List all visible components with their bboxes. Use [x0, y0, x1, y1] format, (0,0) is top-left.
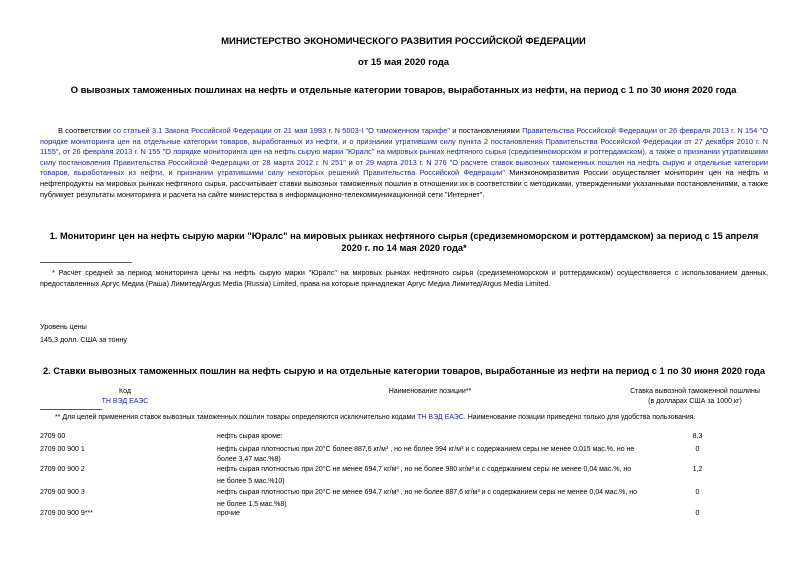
row-code: 2709 00 900 3 [40, 489, 85, 496]
col-header-rate [600, 387, 790, 406]
col-header-code-label: Код [119, 388, 131, 395]
intro-text-2: и постановлениями [449, 126, 523, 135]
row-rate: 0 [695, 489, 700, 496]
col-header-rate-l2: (в долларах США за 1000 кг) [648, 397, 742, 405]
footnote-divider [40, 262, 132, 263]
col-header-code [90, 387, 160, 406]
document-date: от 15 мая 2020 года [357, 57, 450, 68]
resolution-276-link[interactable]: от 29 марта 2013 г. N 276 "О расчете ставок вывозных таможенных пошлин на нефть сырую и отдельные категории товаров, выработанных из нефти, и признании утратившими силу некоторых решений Правительства Российской Федерации" [40, 157, 768, 178]
footnote2-divider [40, 409, 102, 410]
intro-paragraph [40, 126, 768, 200]
footnote2-text-b: . Наименование позиции приведено только для удобства пользования. [463, 414, 696, 421]
col-header-rate-l1: Ставка вывозной таможенной пошлины [630, 388, 760, 395]
row-rate: 1,2 [692, 466, 703, 473]
intro-text-3: , [58, 147, 63, 157]
section1-title: 1. Мониторинг цен на нефть сырую марки "Юралс" на мировых рынках нефтяного сырья (средиземноморском и роттердамском) за период с 15 апреля 2020 г. по 14 мая 2020 года* [49, 231, 759, 253]
law-5003-link[interactable]: со статьей 3.1 Закона Российской Федерации от 21 мая 1993 г. N 5003-I "О таможенном тарифе" [113, 126, 450, 135]
row-name: нефть сырая плотностью при 20°С не менее 694,7 кг/м³ , но не более 980 кг/м³ и с содержанием серы не менее 0,04 мас.%, но [217, 466, 632, 473]
price-value: 145,3 долл. США за тонну [40, 335, 127, 344]
row-name-cont: не более 1,5 мас.%8) [217, 501, 287, 508]
section1-footnote: * Расчет средней за период мониторинга цены на нефть сырую марки "Юралс" на мировых рынках нефтяного сырья (средиземноморском и роттердамском) осуществляется с использованием данных, предоставленных Аргус Медиа (Раша) Лимитед/Argus Media (Russia) Limited, права на которые принадлежат Аргус Медиа Лимитед/Argus Media Limited. [40, 268, 768, 288]
row-name: нефть сырая плотностью при 20°С не менее 694,7 кг/м³ , но не более 887,6 кг/м³ и с содержанием серы не менее 0,04 мас.%, но [217, 489, 637, 496]
row-name-cont: более 3,47 мас.%8) [217, 456, 281, 463]
intro-text-4: и [345, 157, 356, 167]
row-name-cont: не более 5 мас.%10) [217, 478, 285, 485]
section2-title: 2. Ставки вывозных таможенных пошлин на нефть сырую и на отдельные категории товаров, выработанные из нефти на период с 1 по 30 июня 2020 года [42, 366, 766, 376]
col-header-name: Наименование позиции** [388, 388, 472, 395]
intro-text-1: В соответствии [58, 126, 114, 135]
row-name: нефть сырая кроме: [217, 433, 283, 440]
ministry-title: МИНИСТЕРСТВО ЭКОНОМИЧЕСКОГО РАЗВИТИЯ РОССИЙСКОЙ ФЕДЕРАЦИИ [221, 36, 586, 47]
footnote2-text-a: ** Для целей применения ставок вывозных таможенных пошлин товары определяются исключительно кодами [55, 414, 418, 421]
row-code: 2709 00 900 1 [40, 446, 85, 453]
row-rate: 8,3 [692, 433, 703, 440]
section2-footnote [55, 414, 696, 421]
row-rate: 0 [695, 510, 700, 517]
row-name: нефть сырая плотностью при 20°С более 887,6 кг/м³ , но не более 994 кг/м³ и с содержанием серы не менее 0,015 мас.%, но не [217, 446, 635, 453]
footnote2-tnved-link[interactable]: ТН ВЭД ЕАЭС [417, 414, 464, 421]
row-name: прочие [217, 510, 240, 517]
price-label: Уровень цены [40, 322, 87, 331]
row-code: 2709 00 [40, 433, 66, 440]
row-rate: 0 [695, 446, 700, 453]
row-code: 2709 00 900 2 [40, 466, 85, 473]
resolution-155-link[interactable]: от 26 февраля 2013 г. N 155 "О порядке мониторинга цен на нефть сырую марки "Юралс" на мировых рынках нефтяного сырья (средиземноморском и роттердамском), а также о признании утратившими силу постановления Правительства Российской Федерации от 28 марта 2012 г. N 251" [40, 147, 768, 167]
row-code: 2709 00 900 9*** [40, 510, 93, 517]
document-subject: О вывозных таможенных пошлинах на нефть и отдельные категории товаров, выработанных из нефти, на период с 1 по 30 июня 2020 года [70, 85, 737, 96]
tnved-link[interactable]: ТН ВЭД ЕАЭС [101, 397, 149, 405]
resolution-154-link[interactable]: Правительства Российской Федерации от 26 февраля 2013 г. N 154 "О порядке мониторинга цен на отдельные категории товаров, выработанных из нефти, и о признании утратившим силу пункта 2 постановления Правительства Российской Федерации от 27 декабря 2010 г. N 1155" [40, 126, 769, 157]
intro-text-5: Минэкономразвития России осуществляет мониторинг цен на нефть и нефтепродукты на мировых рынках нефтяного сырья, рассчитывает ставки вывозных таможенных пошлин в отношении их в соответствии с методиками, утвержденными указанными постановлениями, а также публикует результаты мониторинга и расчета на сайте министерства в информационно-телекоммуникационной сети "Интернет". [40, 168, 768, 199]
